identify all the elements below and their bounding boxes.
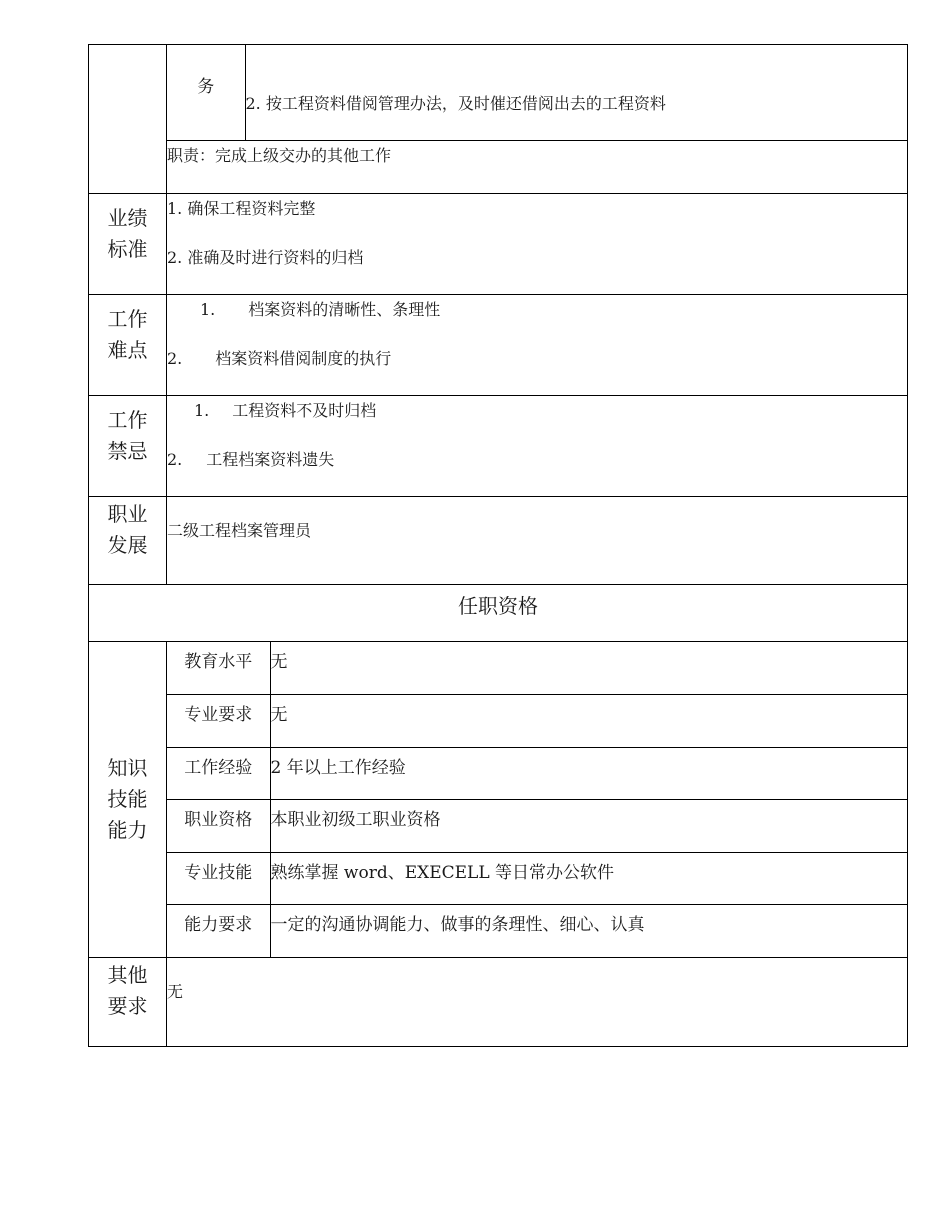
duties-inner-table <box>167 45 907 140</box>
task-label-fragment: 务 <box>167 45 245 140</box>
qualifications-label: 知识 技能 能力 <box>89 642 167 958</box>
other-value: 无 <box>167 982 184 1001</box>
qualifications-heading-row <box>89 585 908 642</box>
difficulty-item-2: 2. 档案资料借阅制度的执行 <box>167 349 392 368</box>
performance-item-1: 1. 确保工程资料完整 <box>167 199 316 218</box>
qualification-row-certification: 职业资格 本职业初级工职业资格 <box>167 799 907 852</box>
taboo-item-2: 2. 工程档案资料遗失 <box>167 450 335 469</box>
qualifications-row <box>89 642 908 958</box>
other-row <box>89 958 908 1047</box>
other-duty-row <box>89 141 908 194</box>
performance-row <box>89 194 908 295</box>
qualification-row-experience: 工作经验 2 年以上工作经验 <box>167 747 907 799</box>
qualifications-heading: 任职资格 <box>89 585 908 642</box>
task-line-2: 2. 按工程资料借阅管理办法，及时催还借阅出去的工程资料 <box>245 94 666 113</box>
taboos-label: 工作 禁忌 <box>89 396 167 497</box>
performance-label: 业绩 标准 <box>89 194 167 295</box>
other-label: 其他 要求 <box>89 958 167 1047</box>
duties-task-cell <box>167 45 908 141</box>
duties-label-cell <box>89 45 167 194</box>
job-description-table <box>88 44 908 1047</box>
performance-item-2: 2. 准确及时进行资料的归档 <box>167 248 364 267</box>
career-value: 二级工程档案管理员 <box>167 521 312 540</box>
qualifications-table <box>167 642 907 957</box>
difficulties-row <box>89 295 908 396</box>
career-row <box>89 497 908 585</box>
difficulty-item-1: 1. 档案资料的清晰性、条理性 <box>200 300 441 319</box>
qualification-row-ability: 能力要求 一定的沟通协调能力、做事的条理性、细心、认真 <box>167 904 907 957</box>
qualification-row-skills: 专业技能 熟练掌握 word、EXECELL 等日常办公软件 <box>167 852 907 904</box>
taboo-item-1: 1. 工程资料不及时归档 <box>194 401 377 420</box>
duties-row <box>89 45 908 141</box>
taboos-row <box>89 396 908 497</box>
other-duty-text: 职责：完成上级交办的其他工作 <box>167 146 392 165</box>
qualification-row-education: 教育水平 无 <box>167 642 907 694</box>
qualification-row-major: 专业要求 无 <box>167 694 907 747</box>
difficulties-label: 工作 难点 <box>89 295 167 396</box>
career-label: 职业 发展 <box>89 497 167 585</box>
